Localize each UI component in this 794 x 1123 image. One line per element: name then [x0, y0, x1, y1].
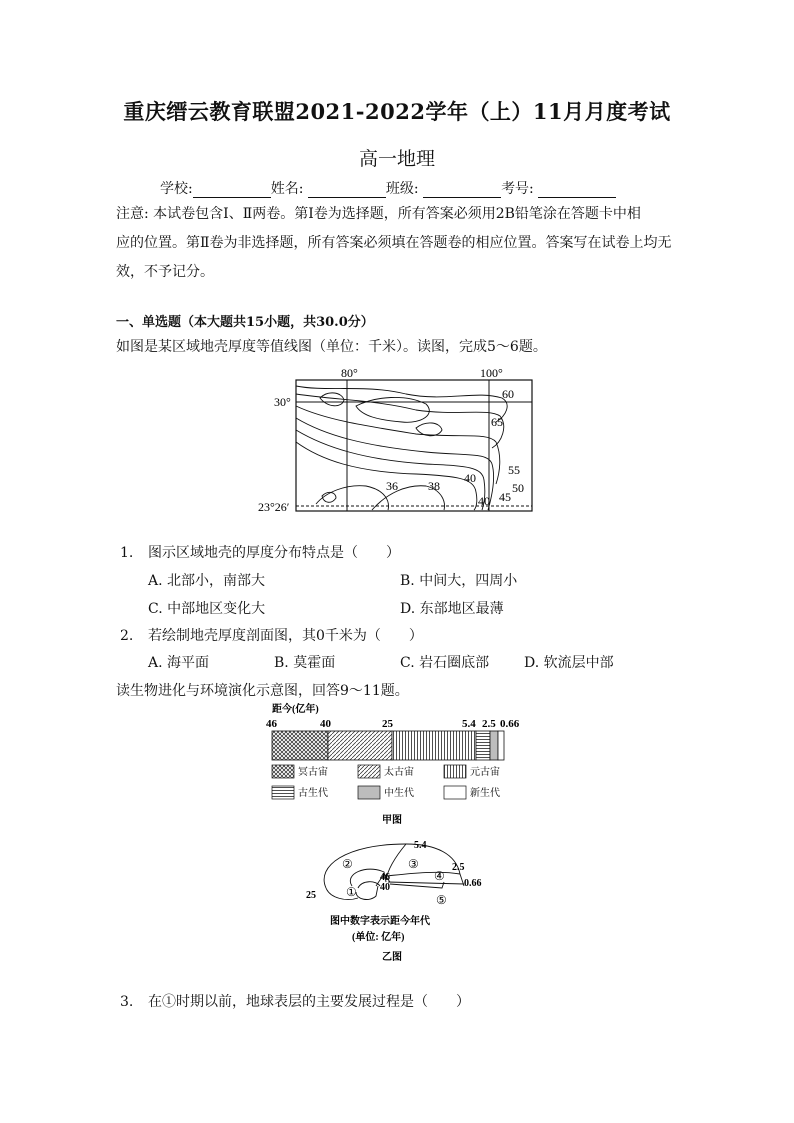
- contour-label-38: 38: [428, 479, 440, 493]
- question-3: [120, 991, 470, 1011]
- timeline-legend: [272, 765, 500, 799]
- tick-2.5: 2.5: [482, 718, 496, 730]
- student-info-row: [160, 178, 616, 198]
- name-label: 姓名:: [270, 181, 304, 197]
- exam-title: 重庆缙云教育联盟2021-2022学年（上）11月月度考试: [123, 99, 671, 124]
- q2-option-c[interactable]: C. 岩石圈底部: [400, 655, 490, 671]
- lon-label-80: 80°: [341, 366, 358, 380]
- fig-jia-timeline: [260, 702, 540, 828]
- tick-0.66: 0.66: [500, 718, 520, 730]
- timeline-axis-title: 距今(亿年): [272, 704, 319, 715]
- lat-label-30: 30°: [274, 395, 291, 409]
- notice-line-2: 应的位置。第Ⅱ卷为非选择题，所有答案必须填在答题卷的相应位置。答案写在试卷上均无: [116, 235, 672, 251]
- tick-5.4: 5.4: [462, 718, 476, 730]
- yi-num-46: 46: [380, 872, 390, 883]
- question-number: 3.: [120, 994, 134, 1010]
- bar-archean: [328, 731, 392, 760]
- q2-option-a[interactable]: A. 海平面: [148, 655, 210, 671]
- legend-label-cenozoic: 新生代: [470, 788, 500, 799]
- exam-no-label: 考号:: [501, 181, 534, 197]
- legend-label-hadean: 冥古宙: [298, 767, 328, 778]
- contour-label-40a: 40: [464, 471, 476, 485]
- contour-label-40b: 40: [478, 494, 490, 508]
- q1-option-c[interactable]: C. 中部地区变化大: [148, 601, 266, 617]
- yi-circled-4: ④: [434, 869, 445, 883]
- q2-option-d[interactable]: D. 软流层中部: [524, 655, 614, 671]
- map-intro: 如图是某区域地壳厚度等值线图（单位：千米）。读图，完成5～6题。: [116, 339, 547, 355]
- question-1: [120, 542, 400, 562]
- bar-mesozoic: [490, 731, 498, 760]
- lon-label-100: 100°: [480, 366, 503, 380]
- yi-num-40: 40: [380, 882, 390, 893]
- contour-label-45: 45: [499, 490, 511, 504]
- yi-note-line-1: 图中数字表示距今年代: [330, 916, 430, 927]
- yi-circled-5: ⑤: [436, 893, 447, 907]
- legend-label-mesozoic: 中生代: [384, 788, 414, 799]
- bar-proterozoic: [392, 731, 476, 760]
- question-stem: 若绘制地壳厚度剖面图，其0千米为（ ）: [148, 628, 423, 644]
- tick-40: 40: [320, 718, 331, 730]
- yi-circled-3: ③: [408, 857, 419, 871]
- legend-swatch-cenozoic: [444, 786, 466, 799]
- lat-label-2326: 23°26′: [258, 500, 290, 514]
- school-blank[interactable]: [193, 183, 271, 198]
- legend-label-archean: 太古宙: [384, 767, 414, 778]
- yi-num-0.66: 0.66: [464, 878, 482, 889]
- yi-num-2.5: 2.5: [452, 862, 465, 873]
- name-blank[interactable]: [308, 183, 386, 198]
- legend-swatch-mesozoic: [358, 786, 380, 799]
- yi-num-25: 25: [306, 890, 316, 901]
- question-number: 1.: [120, 545, 134, 561]
- question-number: 2.: [120, 628, 134, 644]
- yi-circled-1: ①: [346, 885, 357, 899]
- legend-label-paleozoic: 古生代: [298, 788, 328, 799]
- section-heading: 一、单选题（本大题共15小题，共30.0分）: [116, 315, 374, 330]
- contour-label-55: 55: [508, 463, 520, 477]
- legend-label-proterozoic: 元古宙: [470, 767, 500, 778]
- q1-option-a[interactable]: A. 北部小，南部大: [148, 573, 266, 589]
- legend-swatch-paleozoic: [272, 786, 294, 799]
- question-stem: 图示区域地壳的厚度分布特点是（ ）: [148, 545, 400, 561]
- subject-title: 高一地理: [358, 148, 435, 170]
- q1-option-b[interactable]: B. 中间大，四周小: [400, 573, 518, 589]
- tick-46: 46: [266, 718, 277, 730]
- school-label: 学校:: [160, 181, 193, 197]
- question-stem: 在①时期以前，地球表层的主要发展过程是（ ）: [148, 994, 470, 1010]
- fig-yi-spiral: [296, 836, 496, 966]
- crust-thickness-contour-map: [256, 364, 546, 520]
- legend-swatch-proterozoic: [444, 765, 466, 778]
- contour-label-36: 36: [386, 479, 398, 493]
- bar-cenozoic: [498, 731, 504, 760]
- question-2: [120, 625, 423, 645]
- notice-line-3: 效，不予记分。: [116, 264, 214, 280]
- contour-label-60: 60: [502, 387, 514, 401]
- q2-option-b[interactable]: B. 莫霍面: [274, 655, 336, 671]
- contour-label-50: 50: [512, 481, 524, 495]
- legend-swatch-archean: [358, 765, 380, 778]
- class-blank[interactable]: [423, 183, 501, 198]
- bar-hadean: [272, 731, 328, 760]
- yi-circled-2: ②: [342, 857, 353, 871]
- bar-paleozoic: [476, 731, 490, 760]
- figure-intro: 读生物进化与环境演化示意图，回答9～11题。: [116, 683, 409, 699]
- exam-no-blank[interactable]: [538, 183, 616, 198]
- legend-swatch-hadean: [272, 765, 294, 778]
- notice: [116, 200, 686, 287]
- tick-25: 25: [382, 718, 393, 730]
- q1-option-d[interactable]: D. 东部地区最薄: [400, 601, 504, 617]
- fig-jia-caption: 甲图: [382, 815, 402, 826]
- timeline-ticks: [266, 718, 520, 730]
- contour-label-65: 65: [491, 415, 503, 429]
- yi-num-5.4: 5.4: [414, 840, 427, 851]
- yi-note-line-2: (单位: 亿年): [352, 932, 405, 943]
- notice-line-1: 注意: 本试卷包含Ⅰ、Ⅱ两卷。第Ⅰ卷为选择题，所有答案必须用2B铅笔涂在答题卡中相: [116, 206, 641, 222]
- fig-yi-caption: 乙图: [382, 952, 402, 963]
- class-label: 班级:: [385, 181, 419, 197]
